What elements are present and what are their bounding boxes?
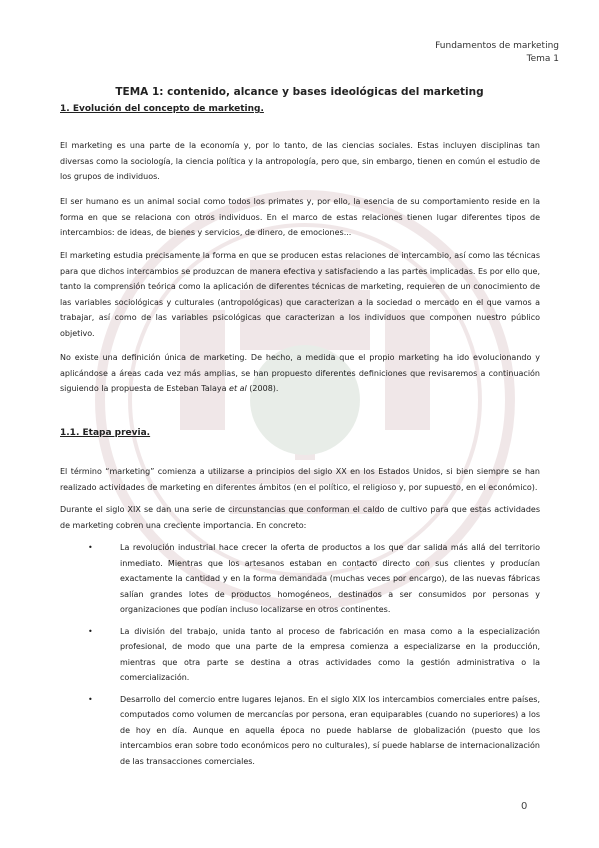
- paragraph-3: El marketing estudia precisamente la forma en que se producen estas relaciones de intercambio, así como las técnicas para que dichos intercambios se produzcan de manera efectiva y satisfaciendo a las partes implicadas. Es por ello que, tanto la comprensión teórica como la aplicación de diferentes técnicas de marketing, requieren de un conocimiento de las variables sociológicas y culturales (antropológicas) que caracterizan a la sociedad o mercado en el que vamos a trabajar, así como de las variables psicológicas que caracterizan a los individuos que componen nuestro público objetivo.: [60, 251, 540, 338]
- bullet-icon: •: [88, 626, 93, 636]
- paragraph-2: El ser humano es un animal social como todos los primates y, por ello, la esencia de su comportamiento reside en la forma en que se relaciona con otros individuos. En el marco de estas relaciones tienen lugar diferentes tipos de intercambios: de ideas, de bienes y servicios, de dinero, de emociones...: [60, 197, 540, 237]
- list-item: [60, 624, 540, 686]
- paragraph-4-italic: et al: [229, 384, 247, 393]
- list-item-text: La división del trabajo, unida tanto al proceso de fabricación en masa como a la especialización profesional, de modo que una parte de la empresa comienza a especializarse en la producción, mientras que otra parte se destina a otras actividades como la gestión administrativa o la comercialización.: [120, 626, 540, 682]
- header-course: Fundamentos de marketing: [435, 41, 559, 51]
- list-item-text: La revolución industrial hace crecer la oferta de productos a los que dar salida más allá del territorio inmediato. Mientras que los artesanos estaban en contacto directo con sus clientes y producían exactamente la cantidad y en la forma demandada (muchas veces por encargo), de las nuevas fábricas salían grandes lotes de productos homogéneos, destinados a ser consumidos por personas y organizaciones que podían incluso localizarse en otros continentes.: [120, 543, 540, 614]
- header-unit: Tema 1: [526, 54, 559, 64]
- paragraph-1: El marketing es una parte de la economía y, por lo tanto, de las ciencias sociales. Estas incluyen disciplinas tan diversas como la sociología, la ciencia política y la antropología, pero que, sin embargo, tienen en común el estudio de los grupos de individuos.: [60, 141, 540, 181]
- running-header: [435, 40, 559, 66]
- list-item: [60, 692, 540, 770]
- bullet-icon: •: [88, 694, 93, 704]
- bullet-icon: •: [88, 543, 93, 552]
- paragraph-6: Durante el siglo XIX se dan una serie de circunstancias que conforman el caldo de cultivo para que estas actividades de marketing cobren una creciente importancia. En concreto:: [60, 505, 540, 530]
- list-item-text: Desarrollo del comercio entre lugares lejanos. En el siglo XIX los intercambios comerciales entre países, computados como volumen de mercancías por persona, eran equiparables (cuando no superiores) a los de hoy en día. Aunque en aquella época no puede hablarse de globalización (puesto que los intercambios eran sobre todo económicos pero no culturales), sí puede hablarse de internacionalización de las transacciones comerciales.: [120, 694, 540, 766]
- section-heading-1-1: 1.1. Etapa previa.: [60, 428, 151, 438]
- bullet-list: [60, 540, 540, 775]
- list-item: [60, 540, 540, 618]
- page-title: TEMA 1: contenido, alcance y bases ideológicas del marketing: [115, 86, 484, 98]
- paragraph-5: El término “marketing” comienza a utilizarse a principios del siglo XX en los Estados Unidos, si bien siempre se han realizado actividades de marketing en diferentes ámbitos (en el político, el religioso y, por supuesto, en el económico).: [60, 467, 540, 492]
- paragraph-4-text: No existe una definición única de marketing. De hecho, a medida que el propio marketing ha ido evolucionando y aplicándose a áreas cada vez más amplias, se han propuesto diferentes definiciones que revisaremos a continuación siguiendo la propuesta de Esteban Talaya: [60, 353, 540, 393]
- page-number: 0: [521, 801, 528, 812]
- paragraph-4: [60, 350, 540, 397]
- paragraph-4-year: (2008).: [246, 384, 279, 393]
- section-heading-1: 1. Evolución del concepto de marketing.: [60, 104, 264, 114]
